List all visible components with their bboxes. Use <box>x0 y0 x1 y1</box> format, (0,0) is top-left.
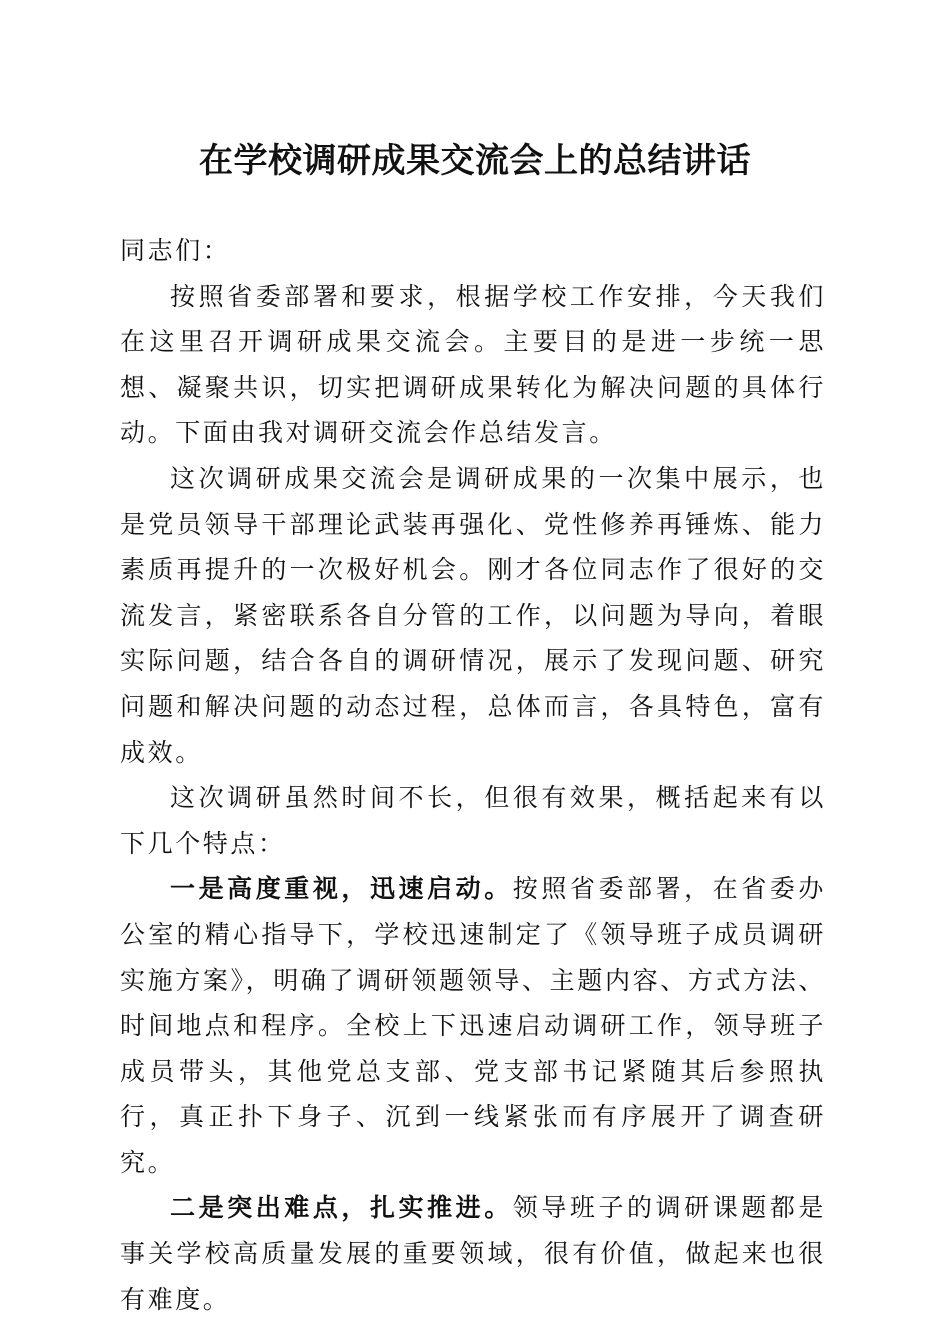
document-body <box>120 228 826 1322</box>
paragraph <box>120 274 826 456</box>
paragraph-lead: 一是高度重视，迅速启动。 <box>170 874 513 904</box>
salutation: 同志们： <box>120 236 231 265</box>
paragraph <box>120 866 826 1185</box>
paragraph <box>120 1185 826 1322</box>
paragraph-text: 领导班子的调研课题都是事关学校高质量发展的重要领域，很有价值，做起来也很有难度。 <box>120 1193 826 1314</box>
paragraph-lead: 二是突出难点，扎实推进。 <box>170 1193 513 1223</box>
paragraph-text: 按照省委部署和要求，根据学校工作安排，今天我们在这里召开调研成果交流会。主要目的是进一步统一思想、凝聚共识，切实把调研成果转化为解决问题的具体行动。下面由我对调研交流会作总结发言。 <box>120 281 826 448</box>
paragraph-text: 这次调研成果交流会是调研成果的一次集中展示，也是党员领导干部理论武装再强化、党性修养再锤炼、能力素质再提升的一次极好机会。刚才各位同志作了很好的交流发言，紧密联系各自分管的工作，以问题为导向，着眼实际问题，结合各自的调研情况，展示了发现问题、研究问题和解决问题的动态过程，总体而言，各具特色，富有成效。 <box>120 463 826 767</box>
paragraph <box>120 775 826 866</box>
paragraph-text: 按照省委部署，在省委办公室的精心指导下，学校迅速制定了《领导班子成员调研实施方案》，明确了调研领题领导、主题内容、方式方法、时间地点和程序。全校上下迅速启动调研工作，领导班子成员带头，其他党总支部、党支部书记紧随其后参照执行，真正扑下身子、沉到一线紧张而有序展开了调查研究。 <box>120 874 826 1177</box>
paragraph-text: 这次调研虽然时间不长，但很有效果，概括起来有以下几个特点： <box>120 783 826 858</box>
document-title: 在学校调研成果交流会上的总结讲话 <box>199 141 751 181</box>
paragraph <box>120 456 826 775</box>
